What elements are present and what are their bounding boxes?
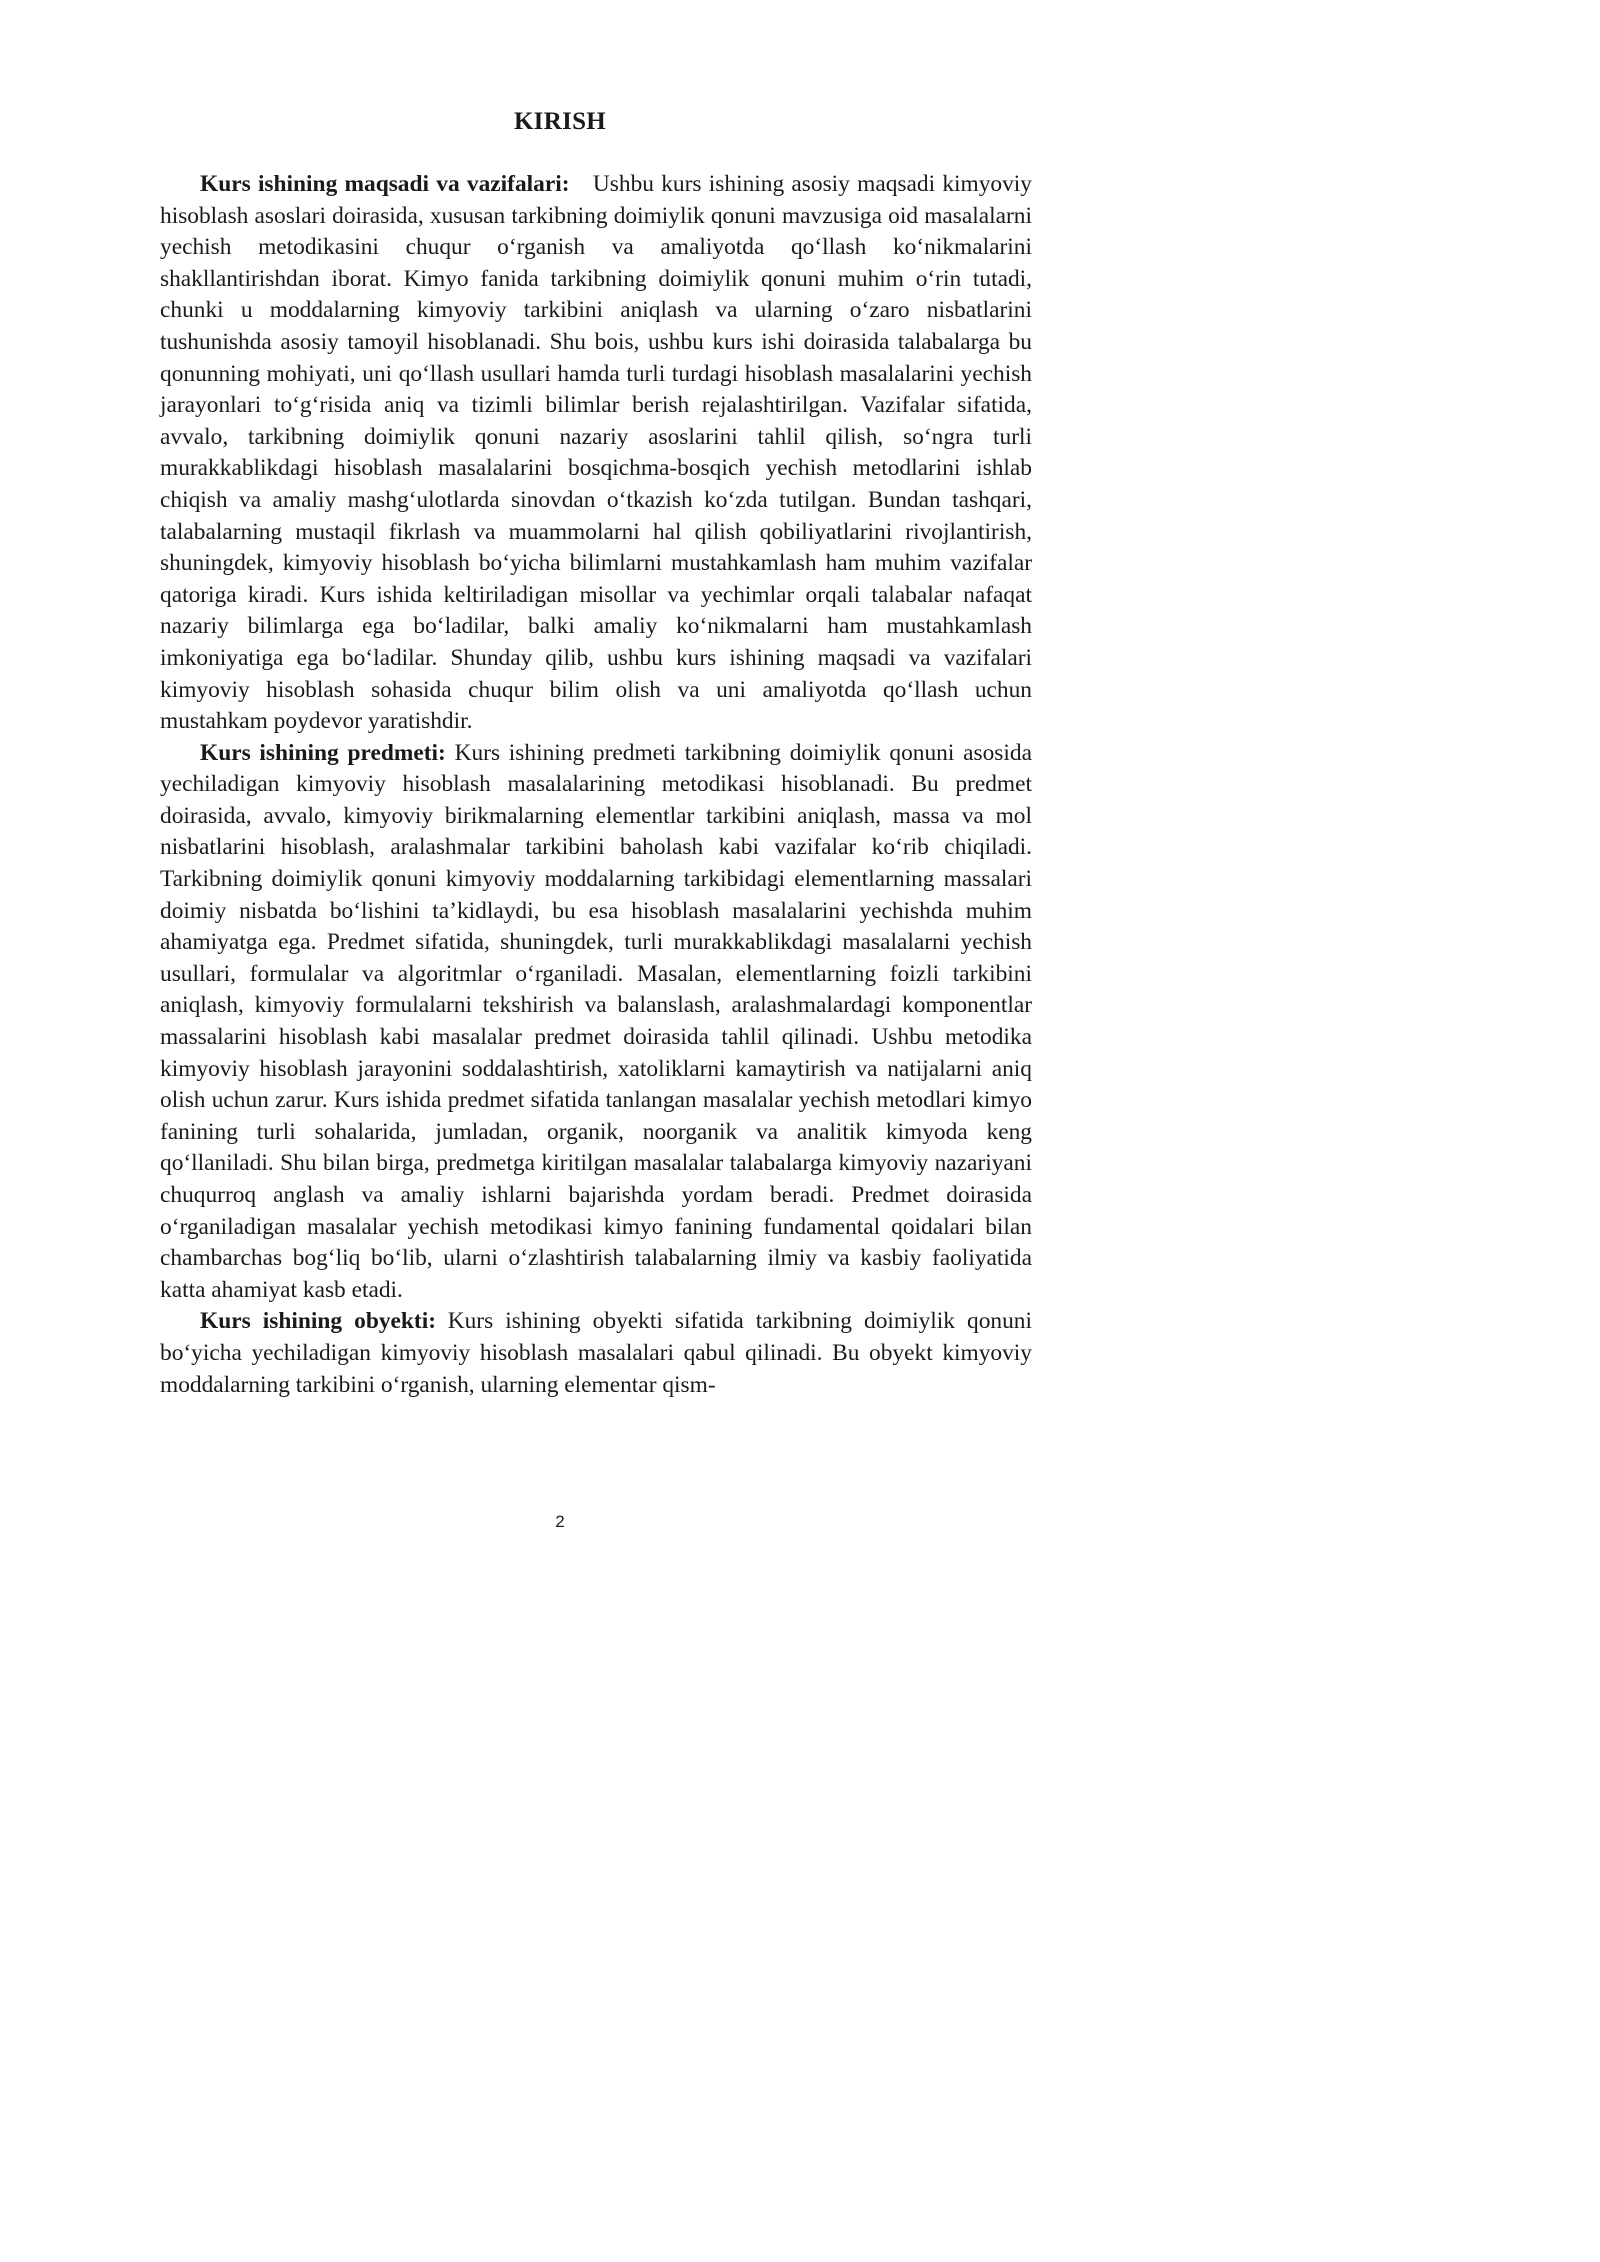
paragraph-lead: Kurs ishining maqsadi va vazifalari: [200,171,570,197]
paragraph-text: Ushbu kurs ishining asosiy maqsadi kimyoviy hisoblash asoslari doirasida, xususan tarkibning doimiylik qonuni mavzusiga oid masalalarni yechish metodikasini chuqur o‘rganish va amaliyotda qo‘llash ko‘nikmalarini shakllantirishdan iborat. Kimyo fanida tarkibning doimiylik qonuni muhim o‘rin tutadi, chunki u moddalarning kimyoviy tarkibini aniqlash va ularning o‘zaro nisbatlarini tushunishda asosiy tamoyil hisoblanadi. Shu bois, ushbu kurs ishi doirasida talabalarga bu qonunning mohiyati, uni qo‘llash usullari hamda turli turdagi hisoblash masalalarini yechish jarayonlari to‘g‘risida aniq va tizimli bilimlar berish rejalashtirilgan. Vazifalar sifatida, avvalo, tarkibning doimiylik qonuni nazariy asoslarini tahlil qilish, so‘ngra turli murakkablikdagi hisoblash masalalarini bosqichma-bosqich yechish metodlarini ishlab chiqish va amaliy mashg‘ulotlarda sinovdan o‘tkazish ko‘zda tutilgan. Bundan tashqari, talabalarning mustaqil fikrlash va muammolarni hal qilish qobiliyatlarini rivojlantirish, shuningdek, kimyoviy hisoblash bo‘yicha bilimlarni mustahkamlash ham muhim vazifalar qatoriga kiradi. Kurs ishida keltiriladigan misollar va yechimlar orqali talabalar nafaqat nazariy bilimlarga ega bo‘ladilar, balki amaliy ko‘nikmalarni ham mustahkamlash imkoniyatiga ega bo‘ladilar. Shunday qilib, ushbu kurs ishining maqsadi va vazifalari kimyoviy hisoblash sohasida chuqur bilim olish va uni amaliyotda qo‘llash uchun mustahkam poydevor yaratishdir. [160,171,1032,735]
paragraph-lead: Kurs ishining obyekti: [200,1308,436,1335]
document-page [0,0,1120,1583]
paragraph-predmeti [160,738,1032,1307]
page-title: KIRISH [513,108,607,135]
page-number: 2 [555,1512,565,1531]
paragraph-obyekti [160,1306,1032,1401]
paragraph-maqsadi [160,169,1032,738]
paragraph-text: Kurs ishining obyekti sifatida tarkibning doimiylik qonuni bo‘yicha yechiladigan kimyoviy hisoblash masalalari qabul qilinadi. Bu obyekt kimyoviy moddalarning tarkibini o‘rganish, ularning elementar qism- [160,1308,1032,1398]
paragraph-text: Kurs ishining predmeti tarkibning doimiylik qonuni asosida yechiladigan kimyoviy hisoblash masalalarining metodikasi hisoblanadi. Bu predmet doirasida, avvalo, kimyoviy birikmalarning elementlar tarkibini aniqlash, massa va mol nisbatlarini hisoblash, aralashmalar tarkibini baholash kabi vazifalar ko‘rib chiqiladi. Tarkibning doimiylik qonuni kimyoviy moddalarning tarkibidagi elementlarning massalari doimiy nisbatda bo‘lishini ta’kidlaydi, bu esa hisoblash masalalarini yechishda muhim ahamiyatga ega. Predmet sifatida, shuningdek, turli murakkablikdagi masalalarni yechish usullari, formulalar va algoritmlar o‘rganiladi. Masalan, elementlarning foizli tarkibini aniqlash, kimyoviy formulalarni tekshirish va balanslash, aralashmalardagi komponentlar massalarini hisoblash kabi masalalar predmet doirasida tahlil qilinadi. Ushbu metodika kimyoviy hisoblash jarayonini soddalashtirish, xatoliklarni kamaytirish va natijalarni aniq olish uchun zarur. Kurs ishida predmet sifatida tanlangan masalalar yechish metodlari kimyo fanining turli sohalarida, jumladan, organik, noorganik va analitik kimyoda keng qo‘llaniladi. Shu bilan birga, predmetga kiritilgan masalalar talabalarga kimyoviy nazariyani chuqurroq anglash va amaliy ishlarni bajarishda yordam beradi. Predmet doirasida o‘rganiladigan masalalar yechish metodikasi kimyo fanining fundamental qoidalari bilan chambarchas bog‘liq bo‘lib, ularni o‘zlashtirish talabalarning ilmiy va kasbiy faoliyatida katta ahamiyat kasb etadi. [160,739,1032,1303]
body-text [160,169,1032,1401]
paragraph-lead: Kurs ishining predmeti: [200,739,446,766]
